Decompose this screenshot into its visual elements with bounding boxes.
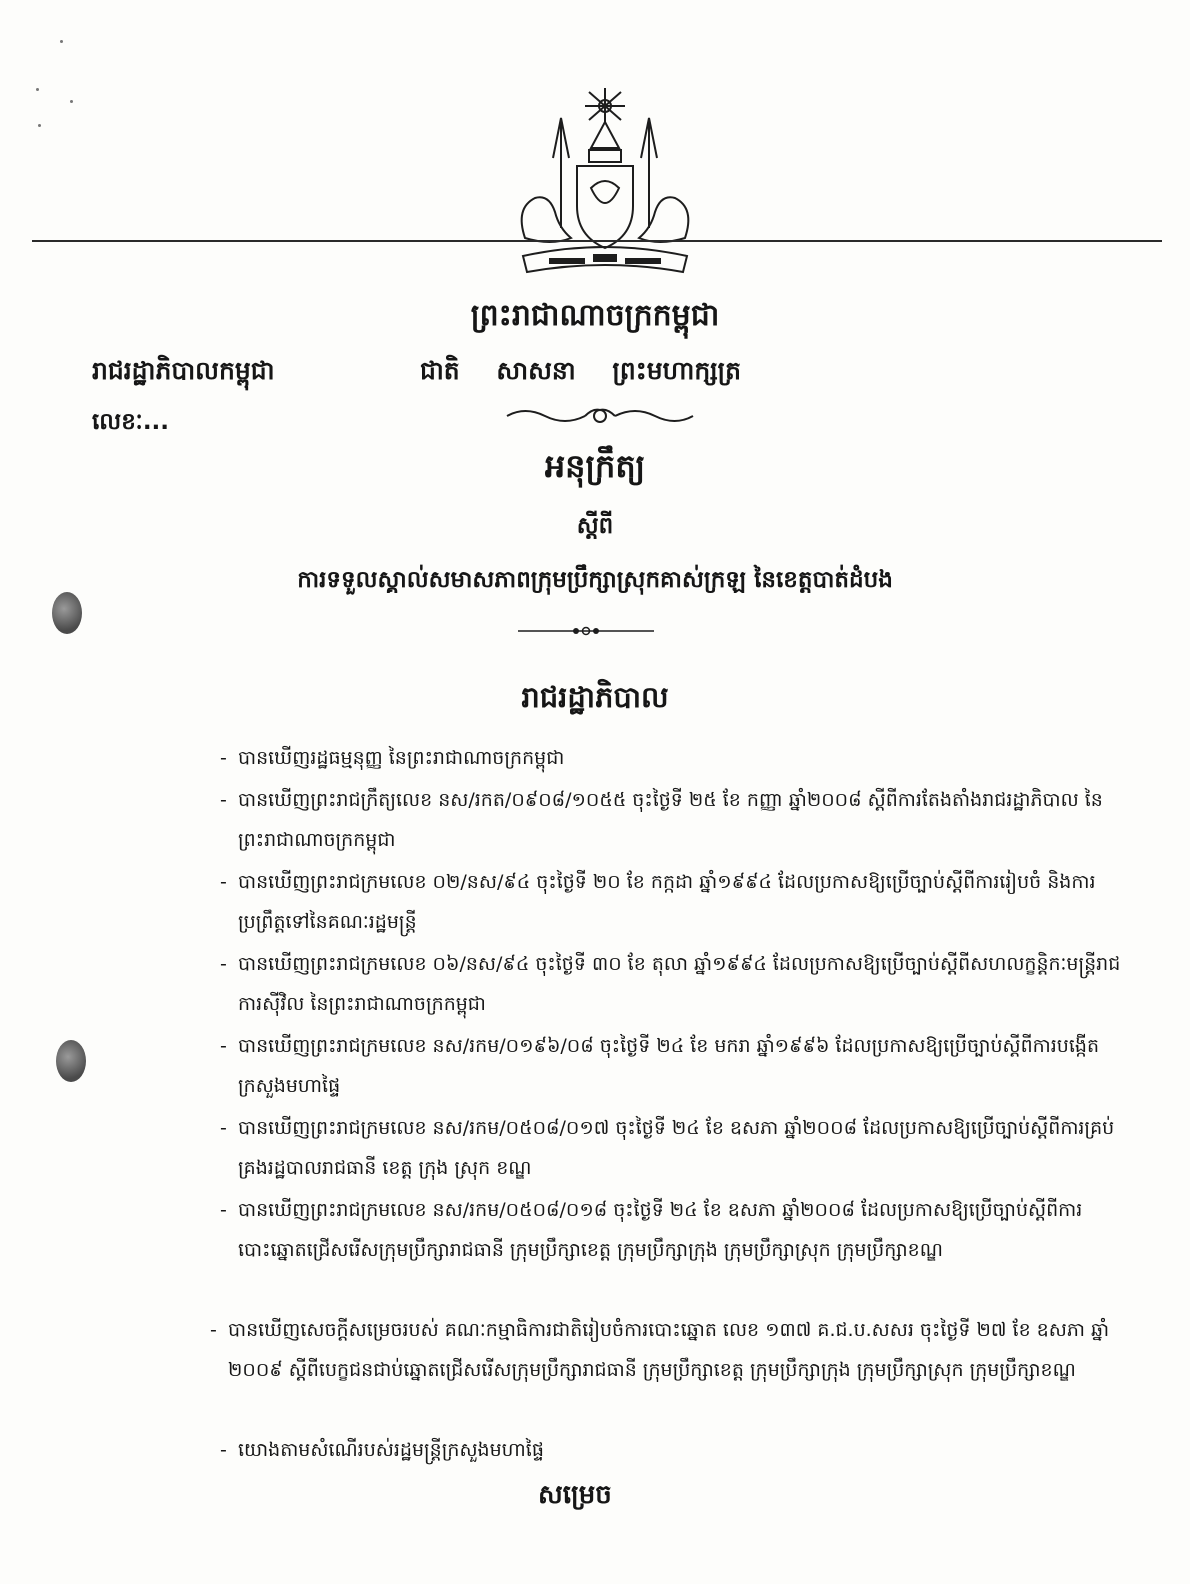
considering-text: បានឃើញព្រះរាជក្រមលេខ ០២/នស/៩៤ ចុះថ្ងៃទី ២០ ខែ កក្កដា ឆ្នាំ១៩៩៤ ដែលប្រកាសឱ្យប្រើច្បាប់ស្តីពីការរៀបចំ និងការប្រព្រឹត្តទៅនៃគណៈរដ្ឋមន្ត្រី [238, 871, 1096, 933]
bullet-dash: - [220, 1035, 227, 1057]
considering-item [222, 1430, 1142, 1470]
considering-item [222, 1108, 1142, 1188]
considering-item [222, 738, 1142, 778]
small-divider-icon [518, 624, 654, 638]
considering-text: បានឃើញព្រះរាជក្រឹត្យលេខ នស/រកត/០៩០៨/១០៥៥ ចុះថ្ងៃទី ២៥ ខែ កញ្ញា ឆ្នាំ២០០៨ ស្តីពីការតែងតាំងរាជរដ្ឋាភិបាល នៃព្រះរាជាណាចក្រកម្ពុជា [238, 789, 1103, 851]
considering-item [222, 944, 1142, 1024]
royal-coat-of-arms-emblem [505, 88, 705, 278]
bullet-dash: - [220, 789, 227, 811]
decree-subject: ការទទួលស្គាល់សមាសភាពក្រុមប្រឹក្សាស្រុកគាស់ក្រឡ នៃខេត្តបាត់ដំបង [297, 567, 893, 593]
considering-text: បានឃើញព្រះរាជក្រមលេខ នស/រកម/០៥០៨/០១៧ ចុះថ្ងៃទី ២៤ ខែ ឧសភា ឆ្នាំ២០០៨ ដែលប្រកាសឱ្យប្រើច្បាប់ស្តីពីការគ្រប់គ្រងរដ្ឋបាលរាជធានី ខេត្ត ក្រុង ស្រុក ខណ្ឌ [238, 1117, 1115, 1179]
considering-item [222, 862, 1142, 942]
bullet-dash: - [220, 747, 227, 769]
government-heading: រាជរដ្ឋាភិបាល [521, 680, 669, 714]
considering-text: បានឃើញរដ្ឋធម្មនុញ្ញ នៃព្រះរាជាណាចក្រកម្ពុជា [238, 747, 565, 769]
header-rule [32, 240, 1162, 242]
scan-speck [38, 124, 41, 127]
bullet-dash: - [210, 1319, 217, 1341]
decree-title: អនុក្រឹត្យ [544, 447, 646, 485]
government-name: រាជរដ្ឋាភិបាលកម្ពុជា [92, 356, 275, 385]
decision-heading: សម្រេច [538, 1480, 612, 1510]
ornament-divider-icon [505, 404, 695, 426]
considering-text: បានឃើញព្រះរាជក្រមលេខ នស/រកម/០១៩៦/០៨ ចុះថ្ងៃទី ២៤ ខែ មករា ឆ្នាំ១៩៩៦ ដែលប្រកាសឱ្យប្រើច្បាប់ស្តីពីការបង្កើតក្រសួងមហាផ្ទៃ [238, 1035, 1100, 1097]
considering-text: បានឃើញព្រះរាជក្រមលេខ ០៦/នស/៩៤ ចុះថ្ងៃទី ៣០ ខែ តុលា ឆ្នាំ១៩៩៤ ដែលប្រកាសឱ្យប្រើច្បាប់ស្តីពីសហលក្ខន្តិកៈមន្ត្រីរាជការស៊ីវិល នៃព្រះរាជាណាចក្រកម្ពុជា [238, 953, 1121, 1015]
bullet-dash: - [220, 1117, 227, 1139]
concerning-label: ស្តីពី [576, 513, 614, 539]
scan-speck [70, 100, 73, 103]
national-motto: ជាតិ សាសនា ព្រះមហាក្សត្រ [420, 356, 741, 385]
kingdom-title: ព្រះរាជាណាចក្រកម្ពុជា [470, 298, 720, 333]
considering-text: បានឃើញព្រះរាជក្រមលេខ នស/រកម/០៥០៨/០១៨ ចុះថ្ងៃទី ២៤ ខែ ឧសភា ឆ្នាំ២០០៨ ដែលប្រកាសឱ្យប្រើច្បាប់ស្តីពីការបោះឆ្នោតជ្រើសរើសក្រុមប្រឹក្សារាជធានី ក្រុមប្រឹក្សាខេត្ត ក្រុមប្រឹក្សាក្រុង ក្រុមប្រឹក្សាស្រុក ក្រុមប្រឹក្សាខណ្ឌ [238, 1199, 1083, 1261]
considering-item [212, 1310, 1142, 1390]
bullet-dash: - [220, 871, 227, 893]
considering-item [222, 780, 1142, 860]
considering-item [222, 1190, 1142, 1270]
considering-item [222, 1026, 1142, 1106]
considering-text: បានឃើញសេចក្តីសម្រេចរបស់ គណៈកម្មាធិការជាតិរៀបចំការបោះឆ្នោត លេខ ១៣៧ គ.ជ.ប.សសរ ចុះថ្ងៃទី ២៧ ខែ ឧសភា ឆ្នាំ ២០០៩ ស្តីពីបេក្ខជនជាប់ឆ្នោតជ្រើសរើសក្រុមប្រឹក្សារាជធានី ក្រុមប្រឹក្សាខេត្ត ក្រុមប្រឹក្សាក្រុង ក្រុមប្រឹក្សាស្រុក ក្រុមប្រឹក្សាខណ្ឌ [228, 1319, 1110, 1381]
punch-hole [56, 1040, 86, 1082]
bullet-dash: - [220, 953, 227, 975]
document-number: លេខៈ... [92, 409, 170, 435]
considering-text: យោងតាមសំណើរបស់រដ្ឋមន្ត្រីក្រសួងមហាផ្ទៃ [238, 1439, 544, 1461]
bullet-dash: - [220, 1439, 227, 1461]
scan-speck [60, 40, 63, 43]
scan-speck [36, 88, 39, 91]
punch-hole [52, 592, 82, 634]
bullet-dash: - [220, 1199, 227, 1221]
